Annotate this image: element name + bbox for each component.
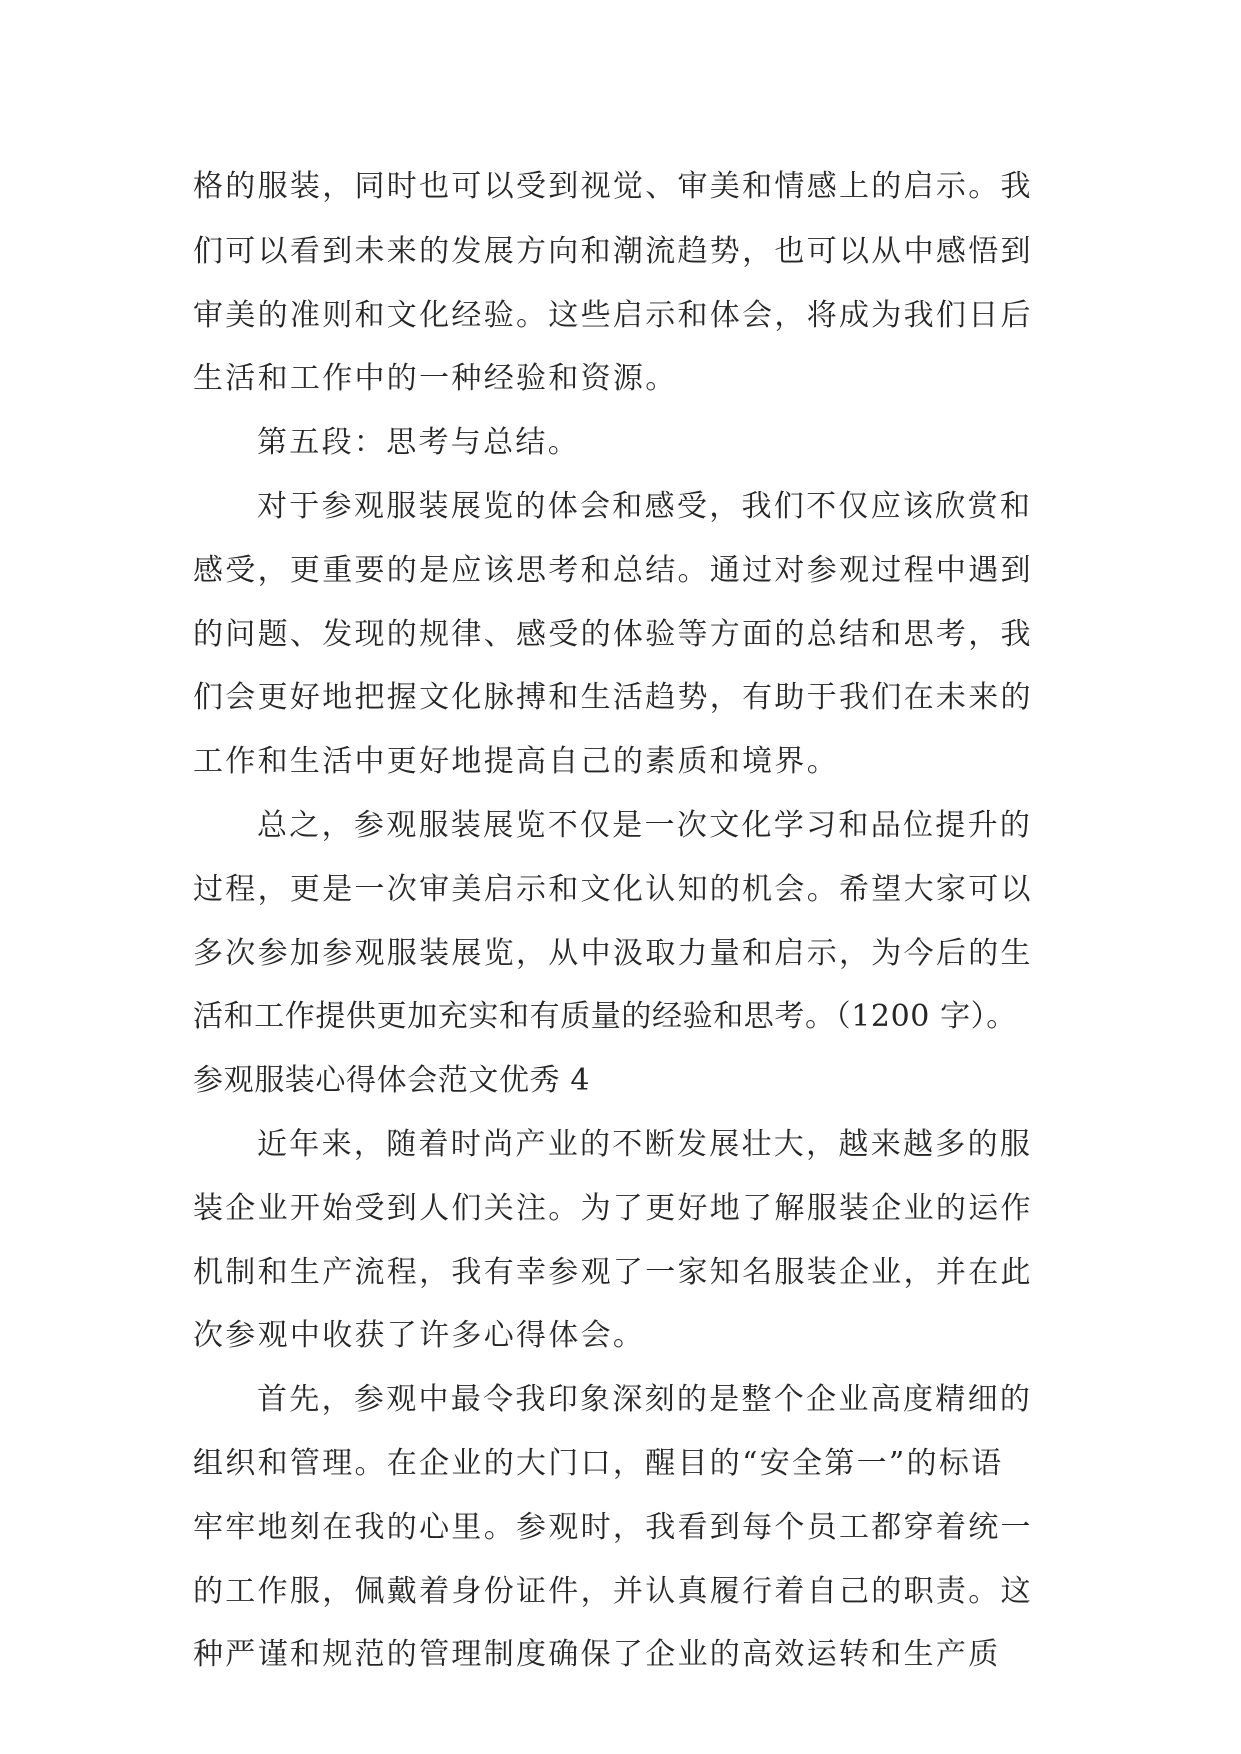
- paragraph-first-line: 首先，参观中最令我印象深刻的是整个企业高度精细的: [257, 1382, 1033, 1417]
- section-heading: 第五段：思考与总结。: [257, 425, 580, 460]
- text-line: 牢牢地刻在我的心里。参观时，我看到每个员工都穿着统一: [193, 1510, 1033, 1545]
- text-line: 次参观中收获了许多心得体会。: [193, 1318, 646, 1353]
- text-line: 格的服装，同时也可以受到视觉、审美和情感上的启示。我: [193, 169, 1033, 204]
- text-line: 组织和管理。在企业的大门口，醒目的“安全第一”的标语: [193, 1446, 1004, 1481]
- text-line: 活和工作提供更加充实和有质量的经验和思考。（1200 字）。: [193, 999, 1017, 1034]
- paragraph-first-line: 总之，参观服装展览不仅是一次文化学习和品位提升的: [257, 808, 1033, 843]
- text-line: 的工作服，佩戴着身份证件，并认真履行着自己的职责。这: [193, 1574, 1033, 1609]
- text-line: 装企业开始受到人们关注。为了更好地了解服装企业的运作: [193, 1191, 1033, 1226]
- text-line: 审美的准则和文化经验。这些启示和体会，将成为我们日后: [193, 298, 1033, 333]
- text-line: 感受，更重要的是应该思考和总结。通过对参观过程中遇到: [193, 553, 1033, 588]
- text-line: 们会更好地把握文化脉搏和生活趋势，有助于我们在未来的: [193, 680, 1033, 715]
- text-line: 们可以看到未来的发展方向和潮流趋势，也可以从中感悟到: [193, 234, 1033, 269]
- article-title: 参观服装心得体会范文优秀 4: [193, 1063, 591, 1098]
- text-line: 过程，更是一次审美启示和文化认知的机会。希望大家可以: [193, 872, 1033, 907]
- text-line: 种严谨和规范的管理制度确保了企业的高效运转和生产质: [193, 1637, 1001, 1672]
- text-line: 生活和工作中的一种经验和资源。: [193, 361, 678, 396]
- text-line: 机制和生产流程，我有幸参观了一家知名服装企业，并在此: [193, 1255, 1033, 1290]
- paragraph-first-line: 近年来，随着时尚产业的不断发展壮大，越来越多的服: [257, 1127, 1033, 1162]
- paragraph-first-line: 对于参观服装展览的体会和感受，我们不仅应该欣赏和: [257, 489, 1033, 524]
- text-line: 工作和生活中更好地提高自己的素质和境界。: [193, 744, 839, 779]
- text-line: 的问题、发现的规律、感受的体验等方面的总结和思考，我: [193, 617, 1033, 652]
- text-line: 多次参加参观服装展览，从中汲取力量和启示，为今后的生: [193, 936, 1033, 971]
